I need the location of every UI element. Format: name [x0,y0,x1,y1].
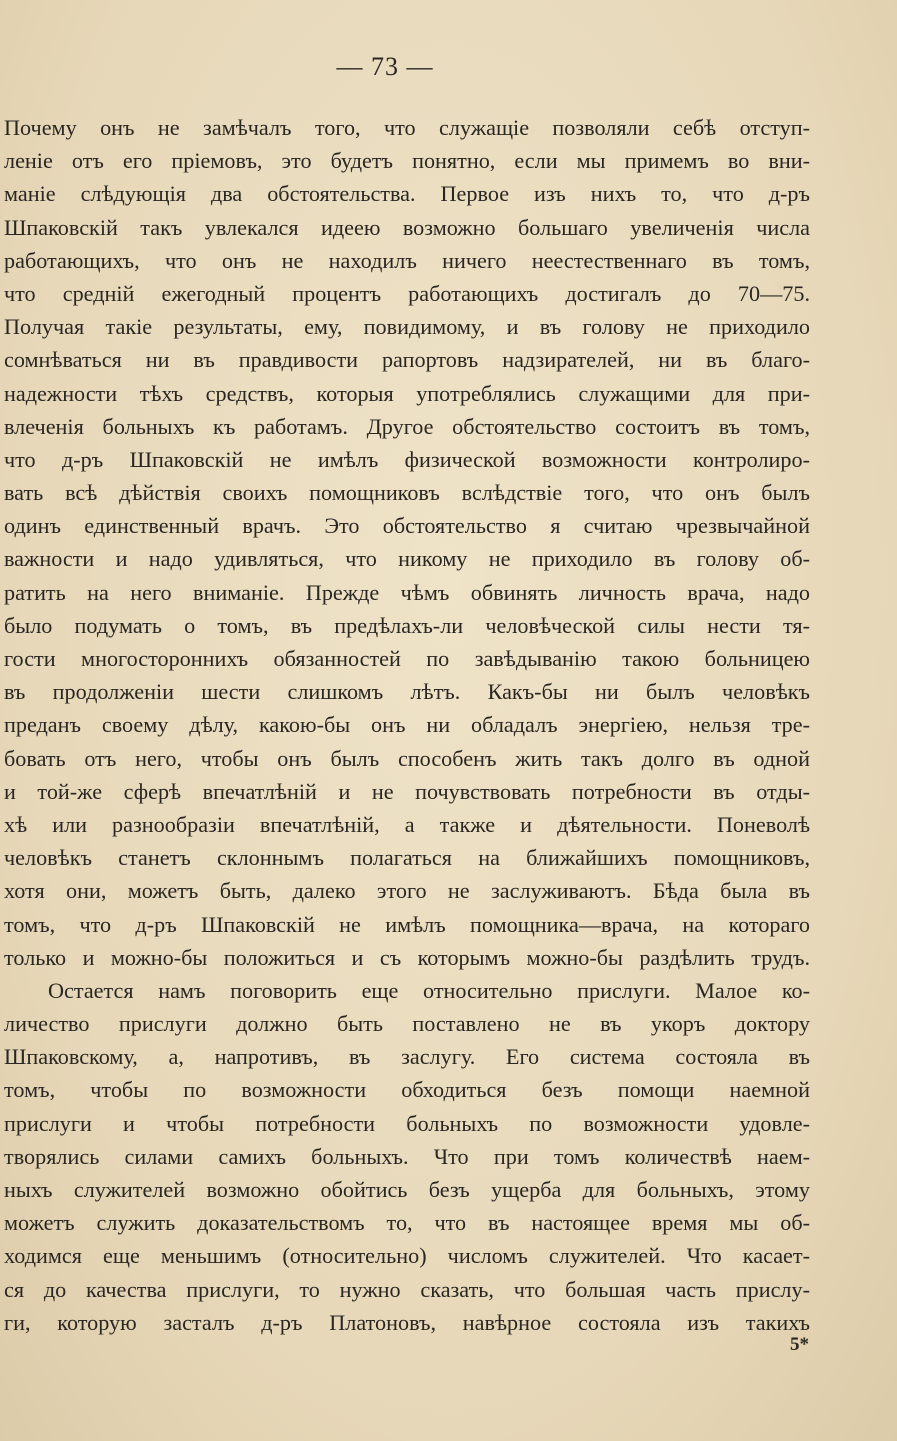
text-line: Получая такіе результаты, ему, повидимому, и въ голову не приходило [4,314,810,340]
text-line: ныхъ служителей возможно обойтись безъ ущерба для больныхъ, этому [4,1177,810,1202]
text-line: вать всѣ дѣйствія своихъ помощниковъ вслѣдствіе того, что онъ былъ [4,480,810,506]
text-line: въ продолженіи шести слишкомъ лѣтъ. Какъ-бы ни былъ человѣкъ [4,679,810,705]
text-line: сомнѣваться ни въ правдивости рапортовъ надзирателей, ни въ благо- [4,347,810,373]
text-line: бовать отъ него, чтобы онъ былъ способенъ жить такъ долго въ одной [4,745,810,771]
text-line: гости многостороннихъ обязанностей по завѣдыванію такою больницею [4,646,810,671]
text-line: ратить на него вниманіе. Прежде чѣмъ обвинять личность врача, надо [4,579,810,605]
text-line: Почему онъ не замѣчалъ того, что служащіе позволяли себѣ отступ- [4,115,810,140]
text-line: Шпаковскій такъ увлекался идеею возможно большаго увеличенія числа [4,214,810,240]
text-line: можетъ служить доказательствомъ то, что въ настоящее время мы об- [4,1210,810,1236]
text-line: что средній ежегодный процентъ работающихъ достигалъ до 70—75. [4,280,810,306]
text-line: человѣкъ станетъ склоннымъ полагаться на ближайшихъ помощниковъ, [4,845,810,871]
text-line: хѣ или разнообразіи впечатлѣній, а также и дѣятельности. Поневолѣ [4,811,810,837]
text-line: творялись силами самихъ больныхъ. Что при томъ количествѣ наем- [4,1143,810,1169]
page-number: — 73 — [336,52,434,81]
text-line: было подумать о томъ, въ предѣлахъ-ли человѣческой силы нести тя- [4,612,810,638]
text-line: важности и надо удивляться, что никому не приходило въ голову об- [4,546,810,572]
text-line: ги, которую засталъ д-ръ Платоновъ, навѣрное состояла изъ такихъ [4,1309,810,1335]
body-text [4,111,810,1339]
text-line: преданъ своему дѣлу, какою-бы онъ ни обладалъ энергіею, нельзя тре- [4,712,810,738]
text-line: томъ, чтобы по возможности обходиться безъ помощи наемной [4,1077,810,1103]
text-line: ся до качества прислуги, то нужно сказать, что большая часть прислу- [4,1276,810,1302]
text-line: хотя они, можетъ быть, далеко этого не заслуживаютъ. Бѣда была въ [4,878,810,904]
text-line: и той-же сферѣ впечатлѣній и не почувствовать потребности въ отды- [4,778,810,804]
text-line: Остается намъ поговорить еще относительно прислуги. Малое ко- [48,977,810,1003]
text-line: маніе слѣдующія два обстоятельства. Первое изъ нихъ то, что д-ръ [4,181,810,207]
text-line: Шпаковскому, а, напротивъ, въ заслугу. Его система состояла въ [4,1044,810,1070]
text-line: томъ, что д-ръ Шпаковскій не имѣлъ помощника—врача, на котораго [4,911,810,937]
text-line: надежности тѣхъ средствъ, которыя употреблялись служащими для при- [4,380,810,406]
text-line: что д-ръ Шпаковскій не имѣлъ физической возможности контролиро- [4,446,810,472]
text-line: прислуги и чтобы потребности больныхъ по возможности удовле- [4,1110,810,1136]
text-line: работающихъ, что онъ не находилъ ничего неестественнаго въ томъ, [4,247,810,273]
text-line: ходимся еще меньшимъ (относительно) числомъ служителей. Что касает- [4,1243,810,1269]
text-line: влеченія больныхъ къ работамъ. Другое обстоятельство состоитъ въ томъ, [4,413,810,439]
text-line: личество прислуги должно быть поставлено не въ укоръ доктору [4,1011,810,1037]
text-line: леніе отъ его пріемовъ, это будетъ понятно, если мы примемъ во вни- [4,148,810,174]
signature-mark: 5* [790,1334,809,1355]
text-line: только и можно-бы положиться и съ которымъ можно-бы раздѣлить трудъ. [4,944,810,970]
text-line: одинъ единственный врачъ. Это обстоятельство я считаю чрезвычайной [4,513,810,539]
